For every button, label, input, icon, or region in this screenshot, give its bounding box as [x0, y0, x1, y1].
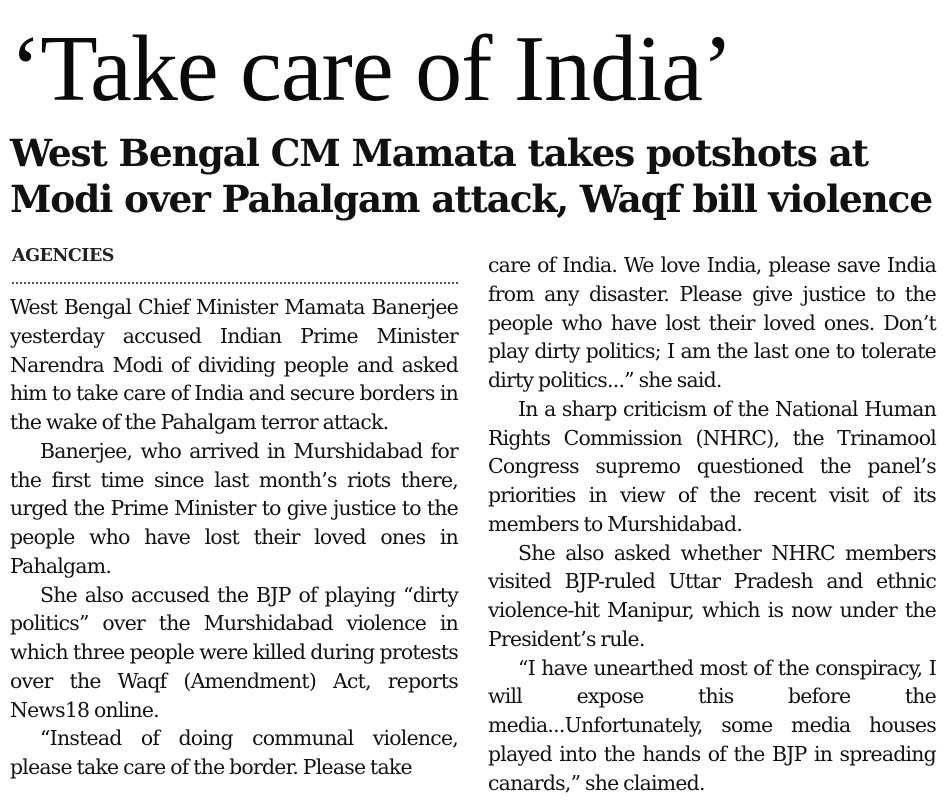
body-paragraph: In a sharp criticism of the National Human Rights Commission (NHRC), the Trinamool Congress supremo questioned the panel’s priorities in view of the recent visit of its members to Murshidabad. — [488, 396, 936, 536]
body-paragraph: “I have unearthed most of the conspiracy, I will expose this before the media...Unfortunately, some media houses played into the hands of the BJP in spreading canards,” she claimed. — [488, 655, 936, 795]
byline: AGENCIES — [12, 246, 114, 266]
body-paragraph: West Bengal Chief Minister Mamata Banerjee yesterday accused Indian Prime Minister Narendra Modi of dividing people and asked him to take care of India and secure borders in the wake of the Pahalgam terror attack. — [10, 295, 458, 434]
body-paragraph: care of India. We love India, please save India from any disaster. Please give justice to the people who have lost their loved ones. Don’t play dirty politics; I am the last one to tolerate dirty politics...” she said. — [488, 253, 936, 392]
body-paragraph: “Instead of doing communal violence, please take care of the border. Please take — [10, 726, 458, 779]
headline: ‘Take care of India’ — [10, 17, 733, 121]
byline-divider — [12, 282, 458, 284]
body-paragraph: Banerjee, who arrived in Murshidabad for the first time since last month’s riots there, urged the Prime Minister to give justice to the people who have lost their loved ones in Pahalgam. — [10, 438, 458, 578]
subheadline: West Bengal CM Mamata takes potshots at Modi over Pahalgam attack, Waqf bill violence — [10, 131, 932, 221]
article-column-right — [488, 251, 936, 797]
body-paragraph: She also accused the BJP of playing “dirty politics” over the Murshidabad violence in which three people were killed during protests over the Waqf (Amendment) Act, reports News18 online. — [10, 582, 458, 722]
body-paragraph: She also asked whether NHRC members visited BJP-ruled Uttar Pradesh and ethnic violence-hit Manipur, which is now under the President’s rule. — [488, 540, 936, 651]
article-column-left — [10, 293, 458, 782]
